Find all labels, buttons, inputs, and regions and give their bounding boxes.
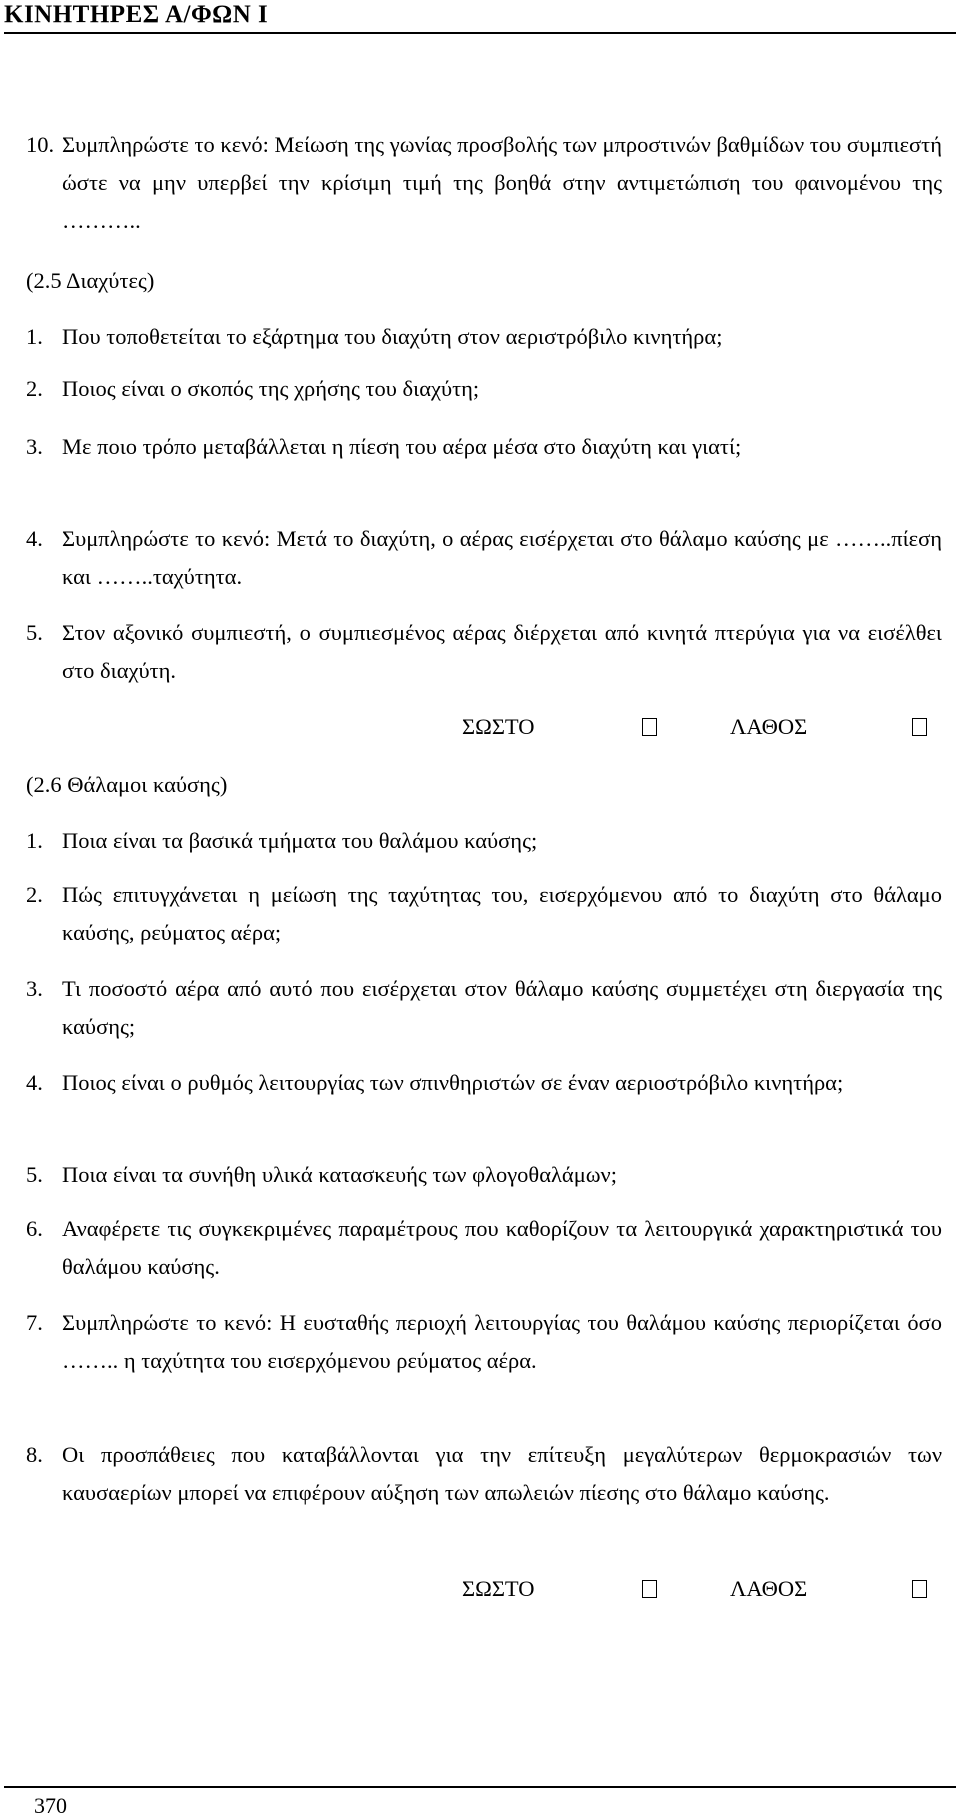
combustion-question-8: [26, 1436, 942, 1512]
question-number: 3.: [26, 976, 43, 1001]
true-label: ΣΩΣΤΟ: [462, 1576, 535, 1601]
diffuser-question-1: [26, 318, 942, 356]
footer-rule: [4, 1786, 956, 1788]
section-title-diffusers: (2.5 Διαχύτες): [26, 268, 155, 293]
question-text: Ποια είναι τα βασικά τμήματα του θαλάμου καύσης;: [62, 828, 538, 853]
question-text: Στον αξονικό συμπιεστή, ο συμπιεσμένος αέρας διέρχεται από κινητά πτερύγια για να εισέλθει στο διαχύτη.: [62, 620, 942, 683]
true-label: ΣΩΣΤΟ: [462, 714, 535, 739]
question-number: 4.: [26, 526, 43, 551]
false-checkbox[interactable]: [912, 1580, 927, 1598]
question-number: 3.: [26, 434, 43, 459]
question-10: [26, 126, 942, 240]
question-number: 1.: [26, 324, 43, 349]
question-text: Τι ποσοστό αέρα από αυτό που εισέρχεται στον θάλαμο καύσης συμμετέχει στη διεργασία της καύσης;: [62, 976, 942, 1039]
diffuser-question-4: [26, 520, 942, 596]
question-number: 4.: [26, 1070, 43, 1095]
question-number: 2.: [26, 882, 43, 907]
question-number: 1.: [26, 828, 43, 853]
diffuser-question-5: [26, 614, 942, 690]
question-text: Με ποιο τρόπο μεταβάλλεται η πίεση του αέρα μέσα στο διαχύτη και γιατί;: [62, 434, 742, 459]
combustion-question-5: [26, 1156, 942, 1194]
question-text: Συμπληρώστε το κενό: Μετά το διαχύτη, ο αέρας εισέρχεται στο θάλαμο καύσης με ……..πίεση και ……..ταχύτητα.: [62, 526, 942, 589]
combustion-question-2: [26, 876, 942, 952]
page-number: 370: [34, 1793, 67, 1818]
question-number: 7.: [26, 1310, 43, 1335]
question-text: Πώς επιτυγχάνεται η μείωση της ταχύτητας του, εισερχόμενου από το διαχύτη στο θάλαμο καύσης, ρεύματος αέρα;: [62, 882, 942, 945]
combustion-question-7: [26, 1304, 942, 1380]
true-checkbox[interactable]: [642, 718, 657, 736]
combustion-question-3: [26, 970, 942, 1046]
section-title-combustion-chambers: (2.6 Θάλαμοι καύσης): [26, 772, 228, 797]
question-number: 6.: [26, 1216, 43, 1241]
question-number: 8.: [26, 1442, 43, 1467]
question-text: Που τοποθετείται το εξάρτημα του διαχύτη στον αεριστρόβιλο κινητήρα;: [62, 324, 723, 349]
question-text: Ποια είναι τα συνήθη υλικά κατασκευής των φλογοθαλάμων;: [62, 1162, 617, 1187]
diffuser-question-3: [26, 428, 942, 466]
combustion-question-6: [26, 1210, 942, 1286]
question-text: Αναφέρετε τις συγκεκριμένες παραμέτρους που καθορίζουν τα λειτουργικά χαρακτηριστικά του θαλάμου καύσης.: [62, 1216, 942, 1279]
question-text: Ποιος είναι ο ρυθμός λειτουργίας των σπινθηριστών σε έναν αεριοστρόβιλο κινητήρα;: [62, 1070, 844, 1095]
page-header-title: ΚΙΝΗΤΗΡΕΣ Α/ΦΩΝ Ι: [4, 0, 956, 34]
combustion-question-4: [26, 1064, 942, 1102]
question-text: Συμπληρώστε το κενό: Μείωση της γωνίας προσβολής των μπροστινών βαθμίδων του συμπιεστή ώστε να μην υπερβεί την κρίσιμη τιμή της βοηθά στην αντιμετώπιση του φαινομένου της ………..: [62, 132, 942, 233]
false-checkbox[interactable]: [912, 718, 927, 736]
false-label: ΛΑΘΟΣ: [730, 714, 808, 739]
question-number: 5.: [26, 620, 43, 645]
question-number: 10.: [26, 132, 55, 157]
false-label: ΛΑΘΟΣ: [730, 1576, 808, 1601]
true-checkbox[interactable]: [642, 1580, 657, 1598]
question-number: 5.: [26, 1162, 43, 1187]
question-number: 2.: [26, 376, 43, 401]
diffuser-question-2: [26, 370, 942, 408]
question-text: Συμπληρώστε το κενό: Η ευσταθής περιοχή λειτουργίας του θαλάμου καύσης περιορίζεται όσο …….. η ταχύτητα του εισερχόμενου ρεύματος αέρα.: [62, 1310, 942, 1373]
question-text: Οι προσπάθειες που καταβάλλονται για την επίτευξη μεγαλύτερων θερμοκρασιών των καυσαερίων μπορεί να επιφέρουν αύξηση των απωλειών πίεσης στο θάλαμο καύσης.: [62, 1442, 942, 1505]
question-text: Ποιος είναι ο σκοπός της χρήσης του διαχύτη;: [62, 376, 480, 401]
combustion-question-1: [26, 822, 942, 860]
